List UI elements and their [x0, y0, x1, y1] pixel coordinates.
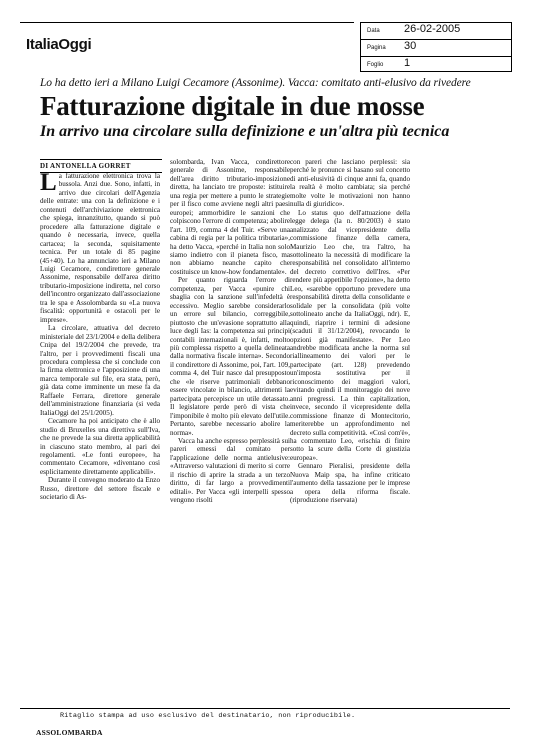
- paragraph: solombarda, Ivan Vacca, condirettore generale di Assonime, responsabile dell'area diritto tributario-imposizione diretta, ha lanciato tre proposte: istituire una regia per mettere a punto le strategie per il fisco come avviene negli altri paesi europei; ammorbidire le sanzioni che colpiscono l'errore di competenza; abolire l'art. 109, comma 4 del Tuir. «Serve una cabina di regia per la politica tributaria», ha detto Vacca, «perché in Italia non solo siamo indietro con il pianeta fisco, ma non abbiamo neanche capito che costituisce un know-how fondamentale».: [170, 158, 290, 276]
- meta-date-row: [361, 23, 511, 40]
- meta-date-label: Data: [367, 28, 380, 34]
- footer-rule: [20, 708, 510, 709]
- clipping-meta-box: [360, 22, 512, 72]
- paragraph: Cecamore ha poi anticipato che è allo studio di Bruxelles una direttiva sull'Iva, che ne prevede la sua diretta applicabilità in ciascuno stato membro, al pari dei regolamenti. «Le fonti europee», ha commentato Cecamore, «diventano così esplicitamente direttamente applicabili».: [40, 417, 160, 476]
- paragraph: a fatturazione elettronica trova la bussola. Anzi due. Sono, infatti, in arrivo due circolari dell'Agenzia delle entrate: una con la definizione e i contenuti dell'archiviazione elettronica che spiega, innanzitutto, quando si può procedere alla fatturazione digitale e quando è necessaria, invece, quella cartacea; la seconda, squisitamente tecnica. Per un totale di 85 pagine (45+40). Lo ha annunciato ieri a Milano Luigi Cecamore, condirettore generale Assonime, responsabile dell'area diritto tributario-imposizione indiretta, nel corso dell'incontro organizzato dall'associazione tra le spa e Assolombarda su «La nuova fiscalità: opportunità e ostacoli per le imprese».: [40, 172, 160, 324]
- paragraph: Per quanto riguarda l'errore di competenza, per Vacca «punire chi sbaglia con la sanzione sull'infedeltà è eccessivo. Meglio sarebbe considerarlo un errore sul bilancio, correggibile, piuttosto che un'evasione soprattutto alla luce degli Ias: la competenza sui principi contabili internazionali è, infatti, molto più complessa rispetto a quella delineata dalla normativa fiscale interna». Secondo il condirettore di Assonime, poi, l'art. 109, comma 4, del Tuir nasce dal presupposto che «le riserve patrimoniali debbano essere vincolate in bilancio, altrimenti la partecipata percepisce un utile detassato. Il legislatore perde però di vista che l'imponibile è molto più elevato dell'utile. Pertanto, sarebbe necessario abolire la norma».: [170, 276, 290, 437]
- meta-sheet-value: 1: [404, 57, 411, 69]
- article-kicker: Lo ha detto ieri a Milano Luigi Cecamore (Assonime). Vacca: comitato anti-elusivo da rivedere: [40, 77, 471, 89]
- dropcap: L: [40, 169, 57, 196]
- meta-sheet-label: Foglio: [367, 62, 384, 68]
- top-rule: [20, 22, 354, 23]
- footer-disclaimer: Ritaglio stampa ad uso esclusivo del destinatario, non riproducibile.: [60, 712, 356, 720]
- paragraph: Gennaro Pieralisi, presidente della Nuova Maip spa, ha infine criticato l'aumento della tassazione per le imprese a opera della riforma fiscale. (riproduzione riservata): [290, 462, 410, 505]
- meta-page-label: Pagina: [367, 45, 386, 51]
- paragraph: con pareri che lasciano perplessi: sia perché le pronunce si basano sul concetto di anti-elusività di cinque anni fa, quando la realtà è molto cambiata; sia perché molte volte le motivazioni non hanno nulla di giuridico».: [290, 158, 410, 209]
- paragraph: Durante il convegno moderato da Enzo Russo, direttore del settore fiscale e societario di As-: [40, 476, 160, 502]
- meta-page-row: [361, 40, 511, 57]
- footer-source: ASSOLOMBARDA: [36, 728, 103, 737]
- meta-date-value: 26-02-2005: [404, 23, 461, 35]
- meta-page-value: 30: [404, 40, 417, 52]
- article-column-1: [40, 169, 160, 502]
- article-column-2: [170, 158, 290, 505]
- article-subhead: In arrivo una circolare sulla definizione e un'altra più tecnica: [40, 123, 450, 140]
- article-column-3: [290, 158, 410, 505]
- paragraph: Lo status quo dell'attuazione della legge delega (la n. 80/2003) è stato analizzato dal vicepresidente della commissione finanze della camera, Maurizio Leo che, tra l'altro, ha sottolineato la necessità di modificare la responsabilità nel consolidato all'interno del decreto correttivo dell'Ires. «Per rendere più appetibile l'opzione», ha detto Leo, «sarebbe opportuno prevedere una responsabilità diretta della consolidante e solidale per la consolidata (più volte sottolineato anche da ItaliaOggi, ndr). E, quindi, riaprire i termini di adesione (scaduti il 31/12/2004), revocando le opzioni già manifestate». Per Leo andrebbe modificata anche la norma sul riallineamento dei valori per le partecipate (art. 128) prevedendo un'imposta sostitutiva per il riconoscimento dei maggiori valori, evitando quindi il monitoraggio dei nove anni pregressi. La thin capitalization, invece, secondo il vicepresidente della commissione finanze di Montecitorio, meriterebbe un approfondimento nel decreto sulla competitività. «Così com'è», ha commentato Leo, «rischia di finire sotto la scure della Corte di giustizia europea».: [290, 208, 410, 462]
- paragraph: La circolare, attuativa del decreto ministeriale del 23/1/2004 e della delibera Cnipa del 19/2/2004 che prevede, tra l'altro, per i provvedimenti fiscali una procedura complessa che si conclude con la firma elettronica e l'apposizione di una marca temporale sul file, era stata, però, già data come imminente un mese fa da Raffaele Ferrara, direttore generale dell'amministrazione finanziaria (si veda ItaliaOggi del 25/1/2005).: [40, 324, 160, 417]
- paragraph: Vacca ha anche espresso perplessità sui pareri emessi dal comitato per l'applicazione delle norma antielusive: «Attraverso valutazioni di merito si corre il rischio di aprire la strada a un terzo diritto, di far largo a provvedimenti editali». Per Vacca «gli interpelli spesso vengono risolti: [170, 436, 290, 505]
- newspaper-logo: ItaliaOggi: [26, 36, 92, 53]
- article-headline: Fatturazione digitale in due mosse: [40, 91, 425, 121]
- article-author: DI ANTONELLA GORRET: [40, 159, 162, 173]
- meta-sheet-row: [361, 57, 511, 73]
